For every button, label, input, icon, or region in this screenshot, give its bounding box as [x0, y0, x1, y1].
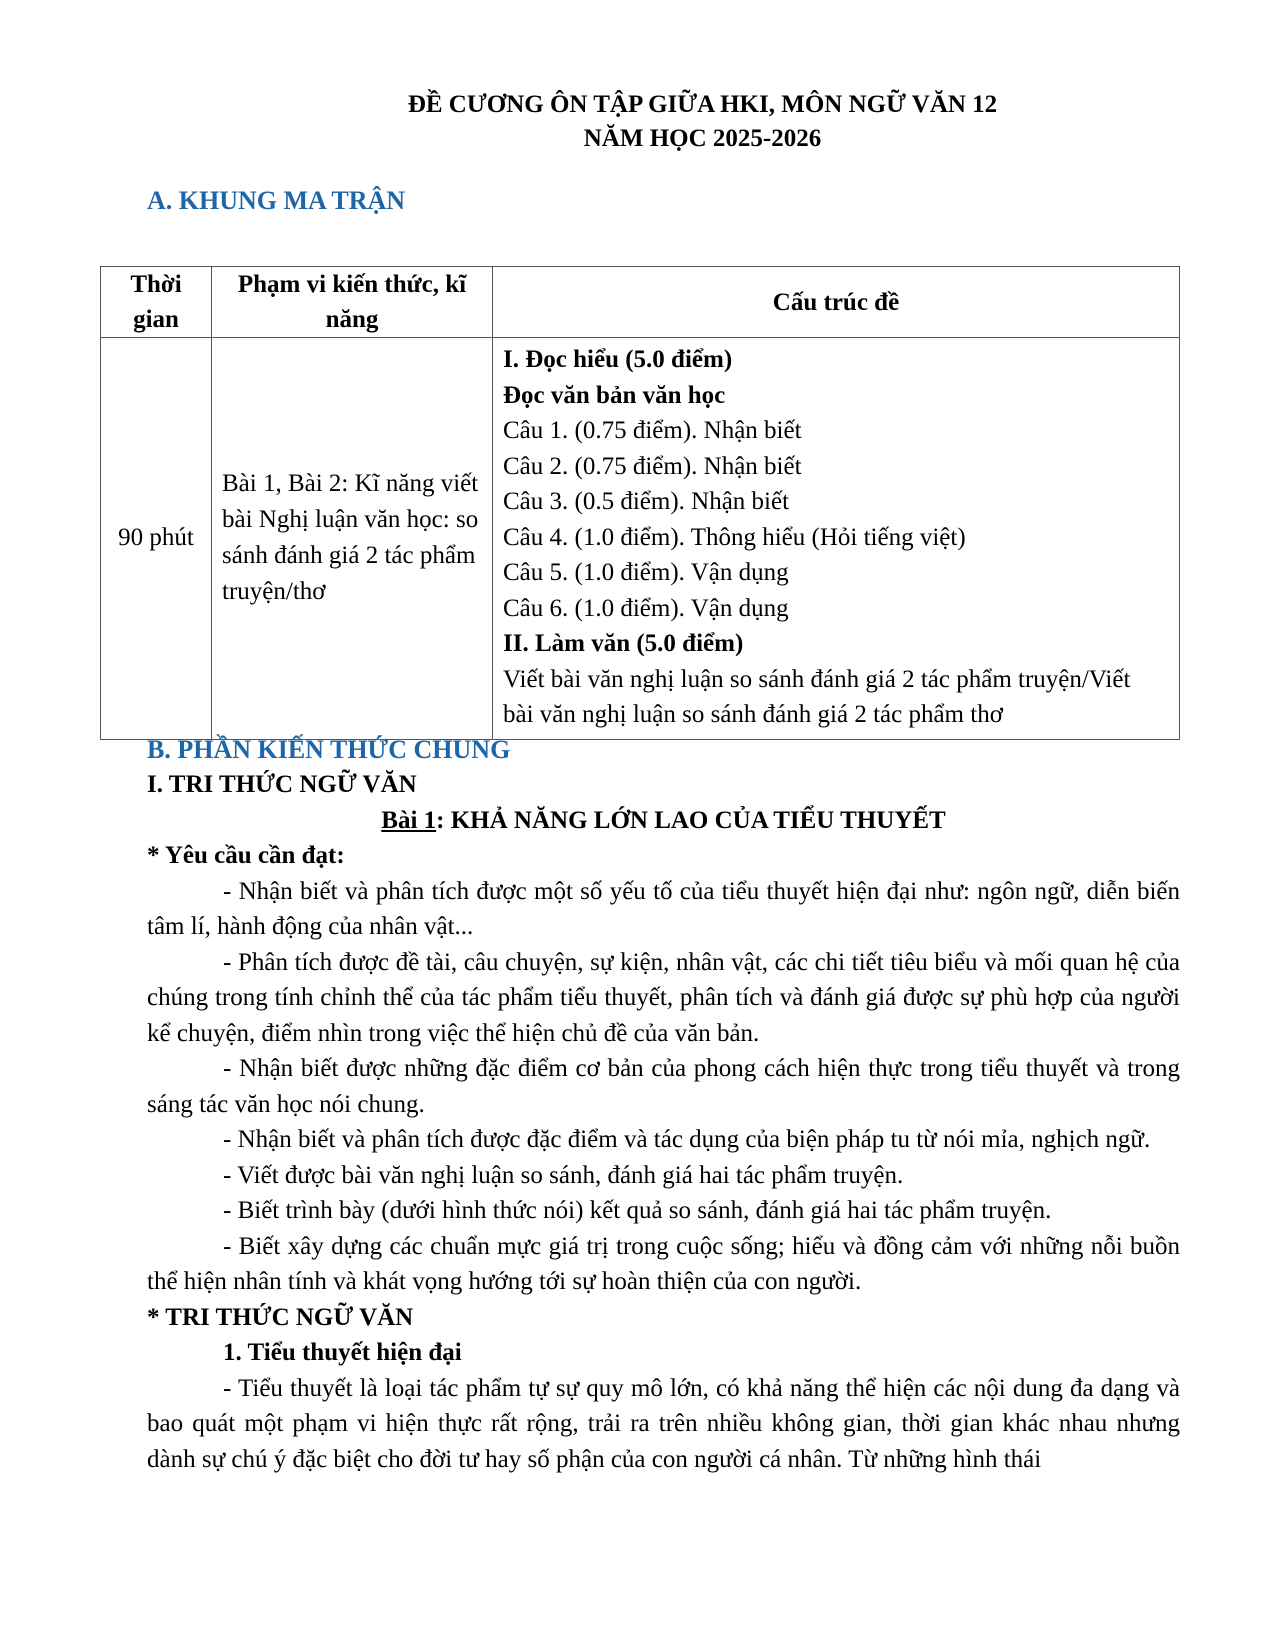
document-subtitle: NĂM HỌC 2025-2026	[583, 125, 822, 152]
reading-part-subheading: Đọc văn bản văn học	[503, 381, 726, 409]
writing-part-heading: II. Làm văn (5.0 điểm)	[503, 630, 744, 657]
knowledge-heading: * TRI THỨC NGỮ VĂN	[147, 1303, 414, 1331]
requirement-item: - Nhận biết và phân tích được đặc điểm và tác dụng của biện pháp tu từ nói mỉa, nghịch ngữ.	[223, 1126, 1151, 1153]
item-heading: 1. Tiểu thuyết hiện đại	[223, 1339, 462, 1366]
lesson-label: Bài 1	[381, 806, 437, 834]
table-header-row	[101, 267, 1180, 338]
question-item: Câu 5. (1.0 điểm). Vận dụng	[503, 559, 789, 586]
section-a-heading: A. KHUNG MA TRẬN	[147, 186, 406, 215]
sub-heading: I. TRI THỨC NGỮ VĂN	[147, 771, 417, 798]
question-item: Câu 2. (0.75 điểm). Nhận biết	[503, 452, 802, 480]
requirement-item: - Viết được bài văn nghị luận so sánh, đánh giá hai tác phẩm truyện.	[223, 1161, 904, 1189]
matrix-table	[100, 266, 1180, 740]
cell-time: 90 phút	[101, 338, 212, 740]
question-item: Câu 3. (0.5 điểm). Nhận biết	[503, 488, 790, 515]
requirement-item: - Biết trình bày (dưới hình thức nói) kết quả so sánh, đánh giá hai tác phẩm truyện.	[223, 1197, 1052, 1224]
document-title: ĐỀ CƯƠNG ÔN TẬP GIỮA HKI, MÔN NGỮ VĂN 12	[407, 91, 998, 118]
lesson-title	[147, 803, 1180, 839]
lesson-title-text: : KHẢ NĂNG LỚN LAO CỦA TIỂU THUYẾT	[436, 806, 946, 834]
requirement-item: - Nhận biết được những đặc điểm cơ bản của phong cách hiện thực trong tiểu thuyết và trong sáng tác văn học nói chung.	[147, 1055, 1180, 1118]
table-row	[101, 338, 1180, 740]
cell-scope: Bài 1, Bài 2: Kĩ năng viết bài Nghị luận văn học: so sánh đánh giá 2 tác phẩm truyện/thơ	[212, 338, 493, 740]
reading-part-heading: I. Đọc hiểu (5.0 điểm)	[503, 346, 733, 373]
header-time: Thời gian	[101, 267, 212, 338]
writing-part-description: Viết bài văn nghị luận so sánh đánh giá 2 tác phẩm truyện/Viết	[503, 665, 1131, 693]
section-b-body	[147, 767, 1180, 1477]
requirement-item: - Nhận biết và phân tích được một số yếu tố của tiểu thuyết hiện đại như: ngôn ngữ, diễn biến tâm lí, hành động của nhân vật...	[147, 877, 1180, 940]
question-item: Câu 4. (1.0 điểm). Thông hiểu (Hỏi tiếng việt)	[503, 523, 966, 551]
item-paragraph: - Tiểu thuyết là loại tác phẩm tự sự quy mô lớn, có khả năng thể hiện các nội dung đa dạng và bao quát một phạm vi hiện thực rất rộng, trải ra trên nhiều không gian, thời gian khác nhau nhưng dành sự chú ý đặc biệt cho đời tư hay số phận của con người cá nhân. Từ những hình thái	[147, 1374, 1180, 1473]
question-item: Câu 1. (0.75 điểm). Nhận biết	[503, 417, 802, 444]
header-structure: Cấu trúc đề	[493, 267, 1180, 338]
requirement-item: - Phân tích được đề tài, câu chuyện, sự kiện, nhân vật, các chi tiết tiêu biểu và mối quan hệ của chúng trong tính chỉnh thể của tác phẩm tiểu thuyết, phân tích và đánh giá được sự phù hợp của người kể chuyện, điểm nhìn trong việc thể hiện chủ đề của văn bản.	[147, 948, 1180, 1047]
section-b-heading: B. PHẦN KIẾN THỨC CHUNG	[147, 735, 511, 764]
requirements-heading: * Yêu cầu cần đạt:	[147, 842, 345, 869]
question-item: Câu 6. (1.0 điểm). Vận dụng	[503, 594, 789, 622]
cell-structure	[493, 338, 1180, 740]
requirement-item: - Biết xây dựng các chuẩn mực giá trị trong cuộc sống; hiểu và đồng cảm với những nỗi buồn thể hiện nhân tính và khát vọng hướng tới sự hoàn thiện của con người.	[147, 1232, 1180, 1295]
header-scope: Phạm vi kiến thức, kĩ năng	[212, 267, 493, 338]
writing-part-description: bài văn nghị luận so sánh đánh giá 2 tác phẩm thơ	[503, 701, 1003, 728]
